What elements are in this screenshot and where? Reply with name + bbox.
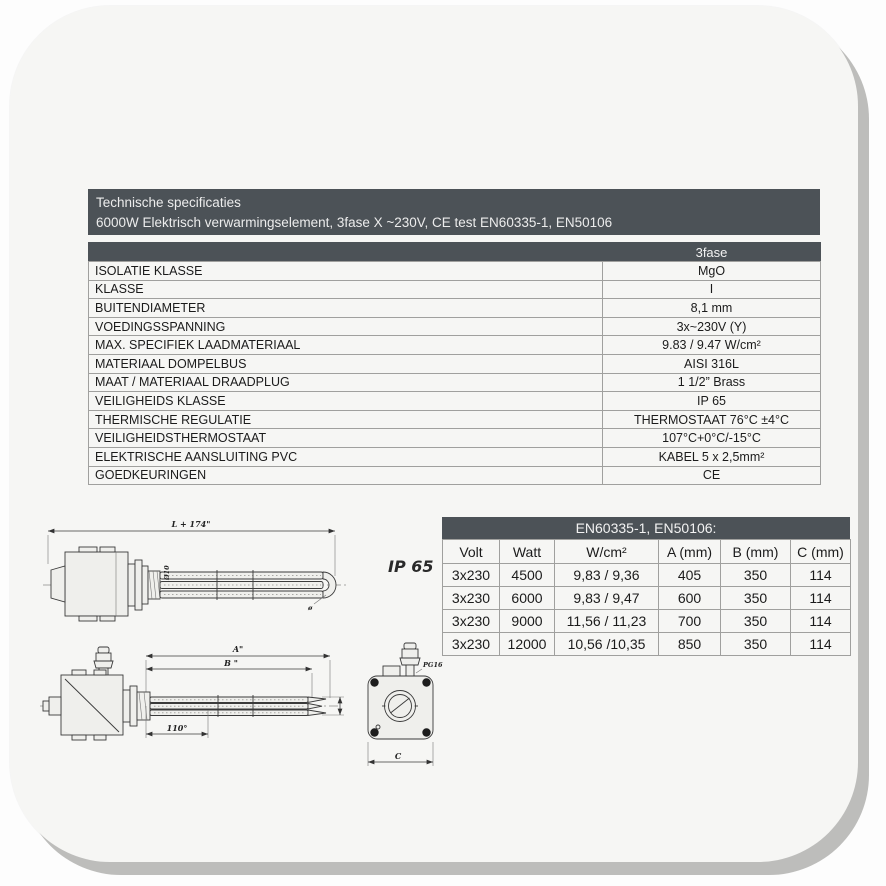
- corner-screw: [422, 728, 430, 736]
- spec-label: MAAT / MATERIAAL DRAADPLUG: [89, 373, 603, 392]
- table-row: [443, 564, 851, 587]
- spec-value: KABEL 5 x 2,5mm²: [603, 447, 821, 466]
- cell: 850: [659, 633, 721, 656]
- element-side-view-top: [43, 519, 434, 621]
- cell: 9,83 / 9,36: [555, 564, 659, 587]
- en-column-header-row: [443, 540, 851, 564]
- table-row: [89, 466, 821, 485]
- spec-label: VEILIGHEIDS KLASSE: [89, 392, 603, 411]
- table-row: [89, 336, 821, 355]
- cell: 3x230: [443, 610, 500, 633]
- spec-value: 107°C+0°C/-15°C: [603, 429, 821, 448]
- spec-header-row: [89, 243, 821, 262]
- cell: 6000: [500, 587, 555, 610]
- table-row: [443, 633, 851, 656]
- corner-screw: [422, 678, 430, 686]
- corner-screw: [370, 728, 378, 736]
- spec-value: AISI 316L: [603, 354, 821, 373]
- spec-label: VEILIGHEIDSTHERMOSTAAT: [89, 429, 603, 448]
- spec-value: IP 65: [603, 392, 821, 411]
- gland-PG16-label: PG16: [423, 661, 443, 669]
- spec-label: THERMISCHE REGULATIE: [89, 410, 603, 429]
- cell: 350: [721, 610, 791, 633]
- en-norm-table: [442, 517, 850, 656]
- cell: 9000: [500, 610, 555, 633]
- cell: 405: [659, 564, 721, 587]
- spec-label: GOEDKEURINGEN: [89, 466, 603, 485]
- dimension-C-label: C: [394, 751, 402, 761]
- cell: 3x230: [443, 564, 500, 587]
- cell: 10,56 /10,35: [555, 633, 659, 656]
- spec-value: CE: [603, 466, 821, 485]
- spec-value: I: [603, 280, 821, 299]
- corner-screw: [370, 678, 378, 686]
- column-header: Watt: [500, 540, 555, 564]
- cell: 114: [791, 564, 851, 587]
- column-header: B (mm): [721, 540, 791, 564]
- spec-value: MgO: [603, 262, 821, 281]
- cell: 700: [659, 610, 721, 633]
- spec-header-empty: [89, 243, 603, 262]
- table-row: [443, 610, 851, 633]
- spec-value: 9.83 / 9.47 W/cm²: [603, 336, 821, 355]
- spec-label: BUITENDIAMETER: [89, 299, 603, 318]
- table-row: [89, 392, 821, 411]
- table-row: [89, 280, 821, 299]
- cell: 12000: [500, 633, 555, 656]
- spec-sheet-card: [10, 6, 858, 862]
- column-header: C (mm): [791, 540, 851, 564]
- tube-diameter-label: Ø10: [163, 565, 171, 580]
- page-title: Technische specificaties: [96, 195, 241, 210]
- spec-label: MAX. SPECIFIEK LAADMATERIAAL: [89, 336, 603, 355]
- table-row: [89, 299, 821, 318]
- element-side-view-bottom: [40, 644, 344, 740]
- spec-label: ISOLATIE KLASSE: [89, 262, 603, 281]
- cell: 9,83 / 9,47: [555, 587, 659, 610]
- dimension-A-label: A": [232, 644, 244, 654]
- spec-label: ELEKTRISCHE AANSLUITING PVC: [89, 447, 603, 466]
- spec-value: THERMOSTAAT 76°C ±4°C: [603, 410, 821, 429]
- cell: 11,56 / 11,23: [555, 610, 659, 633]
- spec-table: [88, 242, 820, 485]
- spec-label: KLASSE: [89, 280, 603, 299]
- cell: 114: [791, 610, 851, 633]
- table-row: [443, 587, 851, 610]
- cell: 4500: [500, 564, 555, 587]
- spec-value: 3x~230V (Y): [603, 317, 821, 336]
- table-row: [89, 262, 821, 281]
- table-row: [89, 429, 821, 448]
- spec-value: 1 1/2” Brass: [603, 373, 821, 392]
- cell: 600: [659, 587, 721, 610]
- cell: 3x230: [443, 633, 500, 656]
- title-block: [88, 189, 820, 235]
- page-subtitle: 6000W Elektrisch verwarmingselement, 3fase X ~230V, CE test EN60335-1, EN50106: [96, 215, 613, 230]
- en-table-title: EN60335-1, EN50106:: [442, 517, 850, 539]
- dimension-L-label: L + 174": [171, 519, 211, 529]
- ip-rating-label: IP 65: [388, 557, 434, 576]
- table-row: [89, 373, 821, 392]
- spec-header-phase: 3fase: [603, 243, 821, 262]
- column-header: Volt: [443, 540, 500, 564]
- table-row: [89, 317, 821, 336]
- cell: 114: [791, 587, 851, 610]
- column-header: A (mm): [659, 540, 721, 564]
- cell: 3x230: [443, 587, 500, 610]
- table-row: [89, 354, 821, 373]
- column-header: W/cm²: [555, 540, 659, 564]
- diameter-callout: ø: [308, 604, 313, 612]
- table-row: [89, 410, 821, 429]
- cell: 350: [721, 587, 791, 610]
- spec-value: 8,1 mm: [603, 299, 821, 318]
- spec-label: VOEDINGSSPANNING: [89, 317, 603, 336]
- technical-drawing: [38, 514, 450, 789]
- table-row: [89, 447, 821, 466]
- cell: 350: [721, 633, 791, 656]
- dimension-110-label: 110°: [166, 723, 188, 733]
- cell: 350: [721, 564, 791, 587]
- cell: 114: [791, 633, 851, 656]
- junction-box-front-view: [368, 643, 443, 766]
- spec-label: MATERIAAL DOMPELBUS: [89, 354, 603, 373]
- dimension-B-label: B ": [224, 658, 238, 668]
